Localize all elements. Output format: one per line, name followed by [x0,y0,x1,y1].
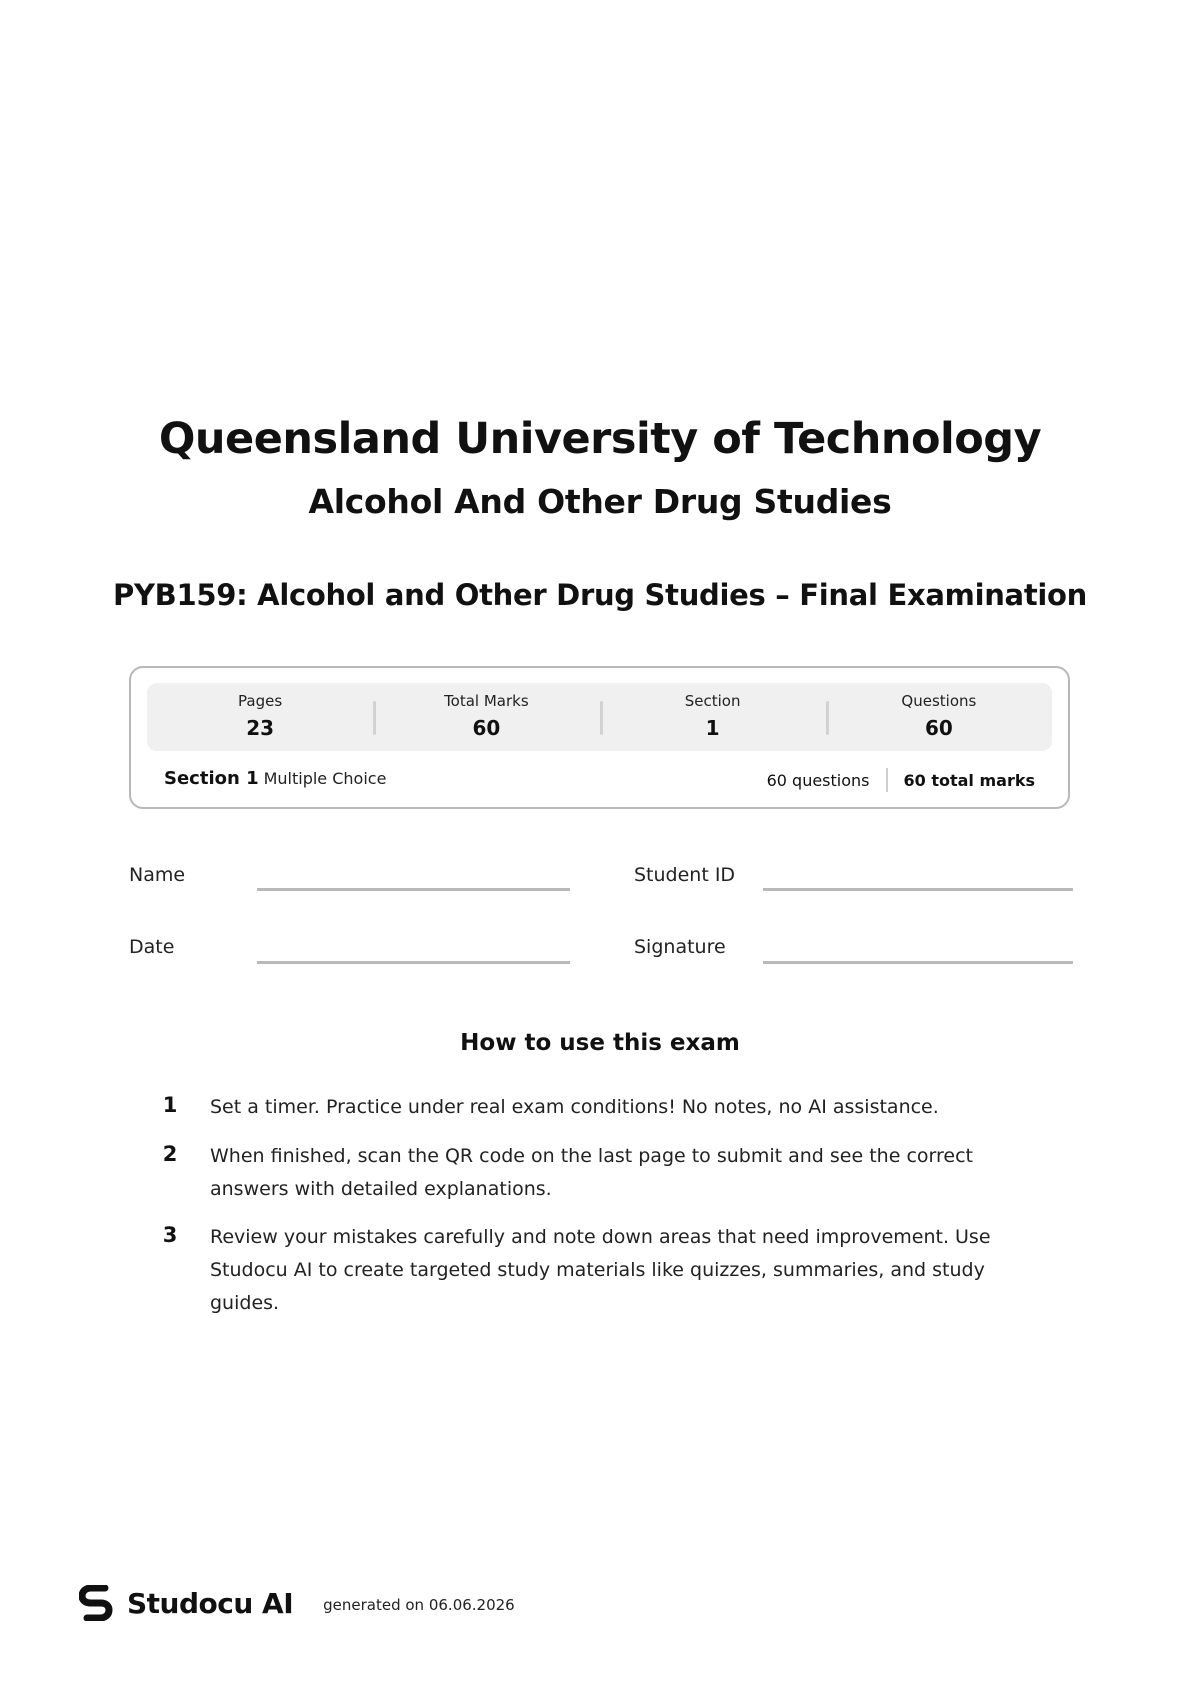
step-text: Set a timer. Practice under real exam conditions! No notes, no AI assistance. [210,1096,939,1118]
stat-value: 1 [705,716,720,740]
section-marks: 60 total marks [903,770,1035,790]
stat-section [600,683,826,751]
signature-label: Signature [634,936,726,958]
step-number: 2 [162,1142,178,1166]
step-text: Review your mistakes carefully and note down areas that need improvement. Use Studocu AI to create targeted study materials like quizzes, summaries, and study guides. [210,1226,991,1314]
stat-pages [147,683,373,751]
howto-title: How to use this exam [460,1030,740,1056]
section-summary-row [164,768,1035,792]
generated-date: generated on 06.06.2026 [323,1596,515,1614]
stat-label: Section [684,692,741,710]
stat-value: 23 [246,716,275,740]
footer [79,1583,515,1623]
howto-step [158,1140,1058,1210]
section-counts [767,768,1035,792]
studocu-logo-icon [79,1585,113,1621]
student-id-field[interactable] [763,888,1073,891]
signature-field[interactable] [763,961,1073,964]
howto-step [158,1091,1058,1131]
name-label: Name [129,864,186,886]
student-id-label: Student ID [634,864,736,886]
exam-info-box [129,666,1070,809]
step-number: 1 [162,1093,178,1117]
name-field[interactable] [257,888,570,891]
stat-label: Total Marks [444,692,529,710]
section-type: Multiple Choice [263,769,387,788]
step-text: When finished, scan the QR code on the last page to submit and see the correct answers with detailed explanations. [210,1145,973,1200]
brand-name: Studocu AI [127,1586,294,1620]
stat-value: 60 [472,716,501,740]
stat-value: 60 [924,716,953,740]
stat-questions [826,683,1052,751]
section-name: Section 1 [164,768,259,789]
date-field[interactable] [257,961,570,964]
stat-label: Pages [238,692,283,710]
exam-title: PYB159: Alcohol and Other Drug Studies – Final Examination [112,578,1087,612]
howto-step [158,1221,1058,1314]
university-title: Queensland University of Technology [158,414,1042,464]
exam-stats [147,683,1052,751]
course-title: Alcohol And Other Drug Studies [308,482,892,521]
divider [886,768,888,792]
date-label: Date [129,936,175,958]
step-number: 3 [162,1223,178,1247]
section-questions: 60 questions [766,770,870,790]
stat-total-marks [373,683,599,751]
stat-label: Questions [901,692,977,710]
